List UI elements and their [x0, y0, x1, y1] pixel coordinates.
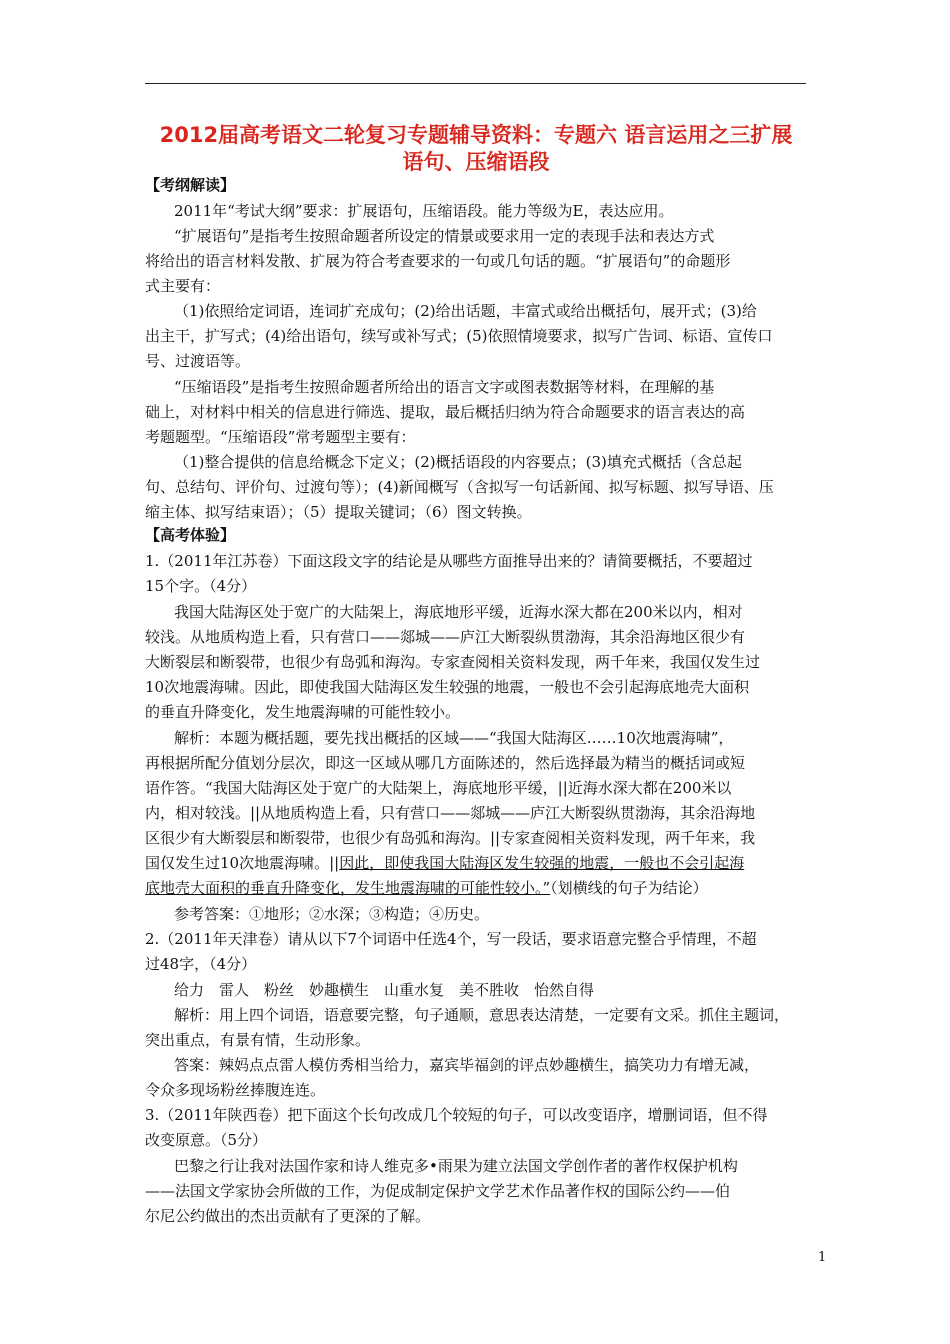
- question-1-line: 大断裂层和断裂带，也很少有岛弧和海沟。专家查阅相关资料发现，两千年来，我国仅发生过: [145, 653, 761, 671]
- question-2-answer: 答案：辣妈点点雷人模仿秀相当给力，嘉宾毕福剑的评点妙趣横生，搞笑功力有增无减，: [174, 1056, 760, 1074]
- question-2-line: 突出重点，有景有情，生动形象。: [145, 1031, 371, 1049]
- question-3-line: ——法国文学家协会所做的工作，为促成制定保护文学艺术作品著作权的国际公约——伯: [145, 1182, 731, 1200]
- paragraph-line: 句、总结句、评价句、过渡句等）；(4)新闻概写（含拟写一句话新闻、拟写标题、拟写导语、压: [145, 478, 774, 496]
- question-3-line: 3.（2011年陕西卷）把下面这个长句改成几个较短的句子，可以改变语序，增删词语，但不得: [145, 1106, 768, 1124]
- paragraph-line: “压缩语段”是指考生按照命题者所给出的语言文字或图表数据等材料，在理解的基: [174, 378, 715, 396]
- document-title: [140, 122, 812, 176]
- conclusion-note: （划横线的句子为结论）: [550, 879, 708, 897]
- paragraph-line: 础上，对材料中相关的信息进行筛选、提取，最后概括归纳为符合命题要求的语言表达的高: [145, 403, 746, 421]
- page-number: 1: [818, 1250, 827, 1265]
- title-line-2: 语句、压缩语段: [402, 150, 550, 174]
- question-3-line: 改变原意。（5分）: [145, 1131, 268, 1149]
- question-2-words: 给力 雷人 粉丝 妙趣横生 山重水复 美不胜收 怡然自得: [174, 981, 595, 999]
- question-1-line: 较浅。从地质构造上看，只有营口——郯城——庐江大断裂纵贯渤海，其余沿海地区很少有: [145, 628, 746, 646]
- question-1-line: 再根据所配分值划分层次，即这一区域从哪几方面陈述的，然后选择最为精当的概括词或短: [145, 754, 746, 772]
- paragraph-line: “扩展语句”是指考生按照命题者所设定的情景或要求用一定的表现手法和表达方式: [174, 227, 715, 245]
- section-heading-gaokao: 【高考体验】: [145, 526, 236, 544]
- question-1-line: 解析：本题为概括题，要先找出概括的区域——“我国大陆海区……10次地震海啸”，: [174, 729, 734, 747]
- question-2-line: 过48字，（4分）: [145, 955, 257, 973]
- paragraph-line: 号、过渡语等。: [145, 352, 251, 370]
- paragraph-line: 缩主体、拟写结束语）；（5）提取关键词；（6）图文转换。: [145, 503, 532, 521]
- question-1-line: 10次地震海啸。因此，即使我国大陆海区发生较强的地震，一般也不会引起海底地壳大面积: [145, 678, 750, 696]
- question-2-line: 2.（2011年天津卷）请从以下7个词语中任选4个，写一段话，要求语意完整合乎情理，不超: [145, 930, 757, 948]
- question-3-line: 尔尼公约做出的杰出贡献有了更深的了解。: [145, 1207, 431, 1225]
- paragraph-line: 2011年“考试大纲”要求：扩展语句，压缩语段。能力等级为E，表达应用。: [174, 202, 674, 220]
- paragraph-line: （1)整合提供的信息给概念下定义；(2)概括语段的内容要点；(3)填充式概括（含总起: [174, 453, 742, 471]
- question-1-line: [145, 877, 708, 899]
- question-2-answer: 令众多现场粉丝捧腹连连。: [145, 1081, 326, 1099]
- question-1-text: 国仅发生过10次地震海啸。||: [145, 854, 340, 872]
- question-2-line: 解析：用上四个词语，语意要完整，句子通顺，意思表达清楚，一定要有文采。抓住主题词，: [174, 1006, 790, 1024]
- question-1-line: 内，相对较浅。||从地质构造上看，只有营口——郯城——庐江大断裂纵贯渤海，其余沿海地: [145, 804, 756, 822]
- question-3-line: 巴黎之行让我对法国作家和诗人维克多•雨果为建立法国文学创作者的著作权保护机构: [174, 1157, 738, 1175]
- paragraph-line: 出主干，扩写式；(4)给出语句，续写或补写式；(5)依照情境要求，拟写广告词、标语、宣传口: [145, 327, 773, 345]
- question-1-line: 我国大陆海区处于宽广的大陆架上，海底地形平缓，近海水深大都在200米以内，相对: [174, 603, 743, 621]
- paragraph-line: 式主要有：: [145, 277, 221, 295]
- section-heading-kaogang: 【考纲解读】: [145, 176, 236, 194]
- question-1-line: 1.（2011年江苏卷）下面这段文字的结论是从哪些方面推导出来的？请简要概括，不要超过: [145, 552, 753, 570]
- title-line-1: 2012届高考语文二轮复习专题辅导资料：专题六 语言运用之三扩展: [159, 123, 793, 147]
- paragraph-line: 考题题型。“压缩语段”常考题型主要有：: [145, 428, 416, 446]
- question-1-line: [145, 852, 744, 874]
- question-1-line: 15个字。（4分）: [145, 577, 257, 595]
- question-1-answer: 参考答案：①地形；②水深；③构造；④历史。: [174, 905, 490, 923]
- paragraph-line: （1)依照给定词语，连词扩充成句；(2)给出话题，丰富式或给出概括句，展开式；(3)给: [174, 302, 757, 320]
- question-1-line: 区很少有大断裂层和断裂带，也很少有岛弧和海沟。||专家查阅相关资料发现，两千年来，我: [145, 829, 756, 847]
- conclusion-underline: 因此，即使我国大陆海区发生较强的地震，一般也不会引起海: [339, 854, 745, 872]
- header-rule: [145, 83, 806, 84]
- question-1-line: 的垂直升降变化，发生地震海啸的可能性较小。: [145, 703, 461, 721]
- question-1-line: 语作答。“我国大陆海区处于宽广的大陆架上，海底地形平缓，||近海水深大都在200米以: [145, 779, 732, 797]
- paragraph-line: 将给出的语言材料发散、扩展为符合考查要求的一句或几句话的题。“扩展语句”的命题形: [145, 252, 731, 270]
- conclusion-underline: 底地壳大面积的垂直升降变化，发生地震海啸的可能性较小。”: [145, 879, 551, 897]
